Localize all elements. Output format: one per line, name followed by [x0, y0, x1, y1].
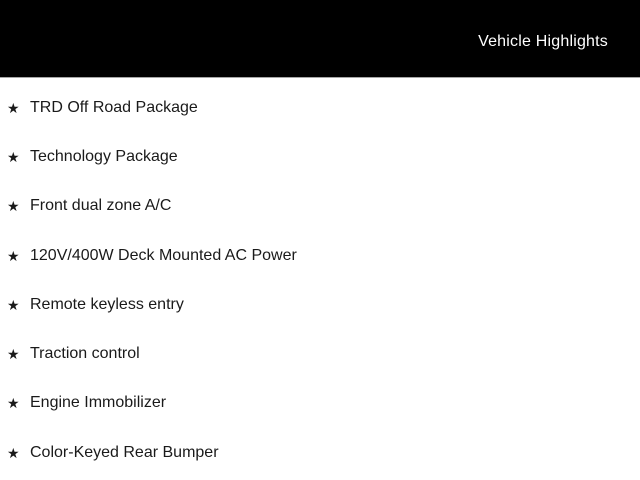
vehicle-highlights-list — [0, 78, 640, 477]
list-item — [0, 329, 640, 378]
list-item-label: TRD Off Road Package — [30, 98, 198, 116]
list-item — [0, 83, 640, 132]
list-item-label: 120V/400W Deck Mounted AC Power — [30, 246, 297, 264]
star-bullet-icon: ★ — [7, 148, 20, 165]
star-bullet-icon: ★ — [7, 444, 20, 461]
list-item-label: Engine Immobilizer — [30, 394, 167, 412]
star-bullet-icon: ★ — [7, 296, 20, 313]
list-item-label: Technology Package — [30, 147, 178, 165]
list-item — [0, 280, 640, 329]
list-item — [0, 132, 640, 181]
list-item — [0, 231, 640, 280]
star-bullet-icon: ★ — [7, 346, 20, 363]
star-bullet-icon: ★ — [7, 99, 20, 116]
list-item — [0, 182, 640, 231]
list-item-label: Remote keyless entry — [30, 295, 184, 313]
header-bar — [0, 0, 640, 78]
list-item — [0, 379, 640, 428]
star-bullet-icon: ★ — [7, 395, 20, 412]
list-item-label: Front dual zone A/C — [30, 197, 172, 215]
list-item — [0, 428, 640, 477]
star-bullet-icon: ★ — [7, 247, 20, 264]
list-item-label: Color-Keyed Rear Bumper — [30, 443, 219, 461]
star-bullet-icon: ★ — [7, 198, 20, 215]
list-item-label: Traction control — [30, 345, 140, 363]
page-title: Vehicle Highlights — [478, 32, 608, 50]
